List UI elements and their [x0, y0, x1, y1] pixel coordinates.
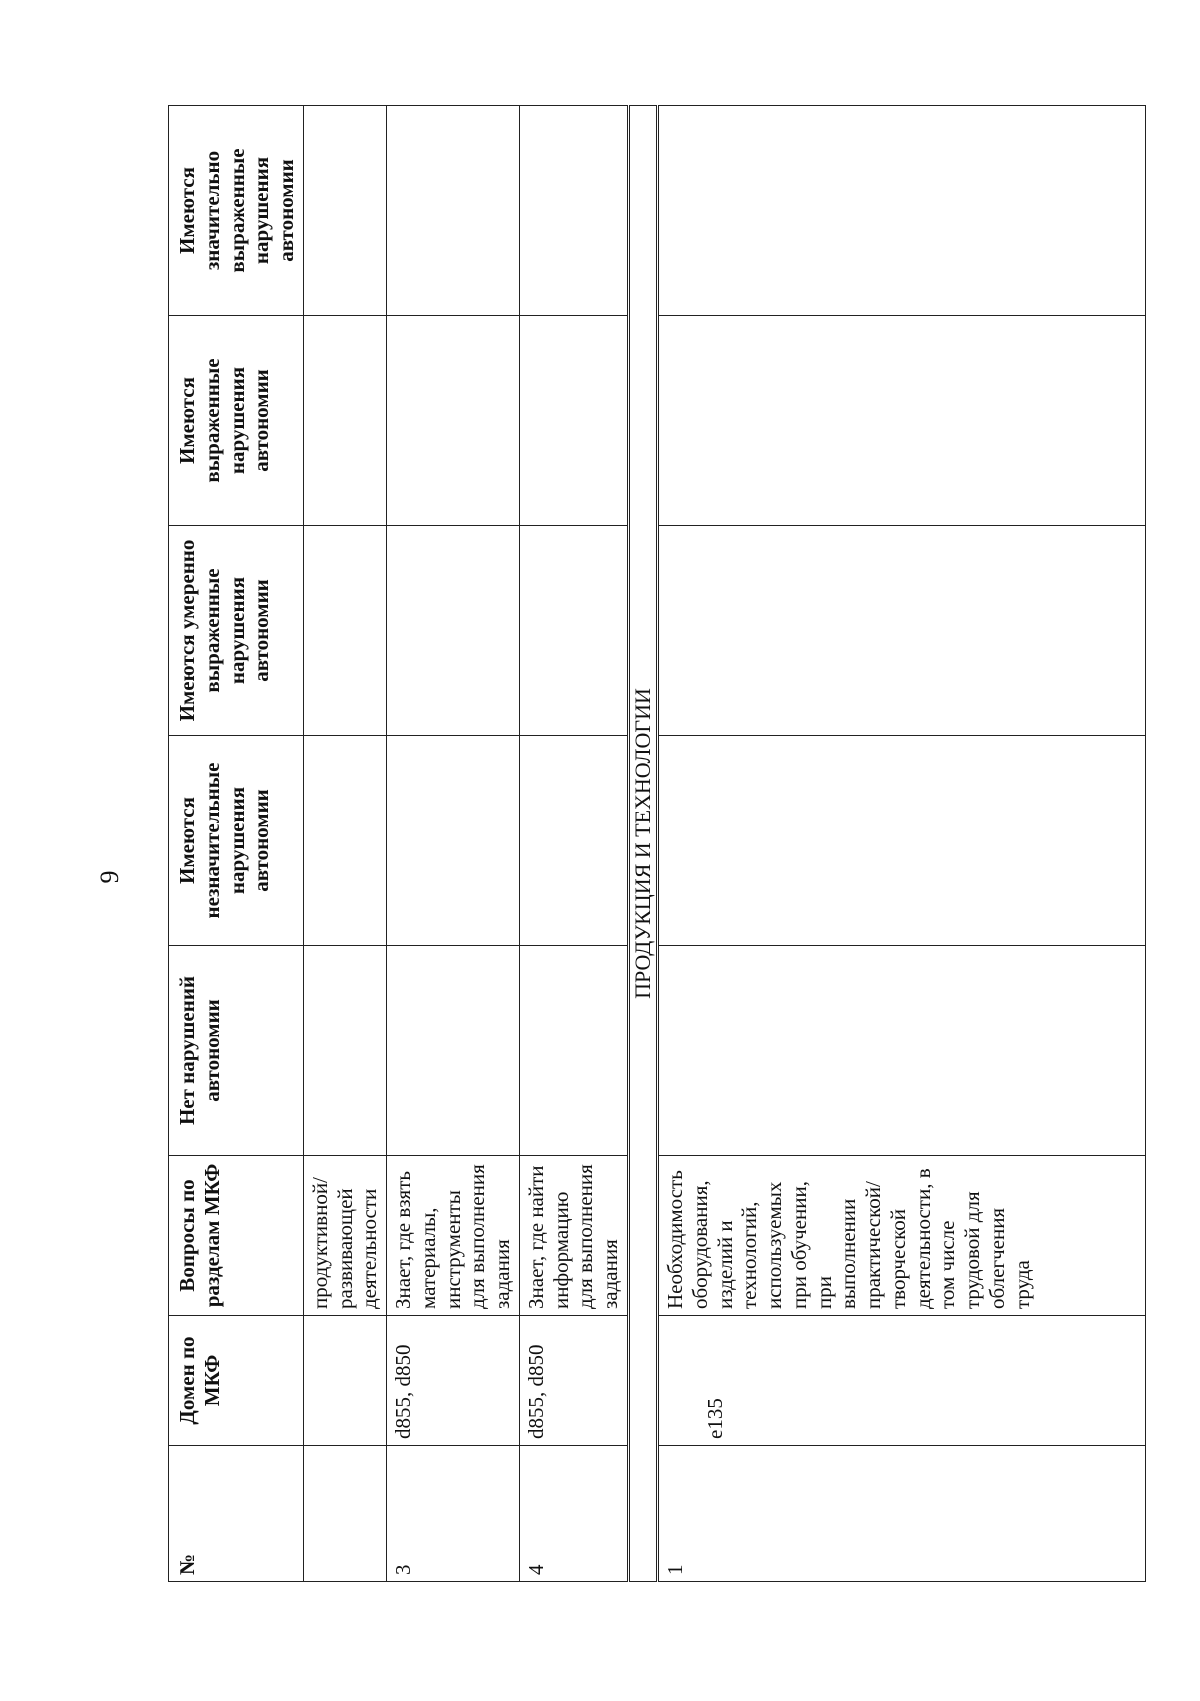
- assessment-table-sheet: [168, 106, 1097, 1582]
- table-row: [657, 106, 1145, 1582]
- section-title: ПРОДУКЦИЯ И ТЕХНОЛОГИИ: [629, 106, 658, 1582]
- rating-cell: [519, 946, 628, 1156]
- table-row: [387, 106, 520, 1582]
- row-domain: [303, 1316, 386, 1446]
- rating-cell: [519, 526, 628, 736]
- rating-cell: [303, 526, 386, 736]
- row-question: продуктивной/ развивающей деятельности: [303, 1156, 386, 1316]
- table-row: [303, 106, 386, 1582]
- rating-cell: [519, 736, 628, 946]
- rating-cell: [519, 106, 628, 316]
- rating-cell: [303, 316, 386, 526]
- rating-cell: [387, 316, 520, 526]
- rating-cell: [387, 946, 520, 1156]
- row-question: Знает, где найти информацию для выполнения задания: [519, 1156, 628, 1316]
- table-row: [519, 106, 628, 1582]
- rating-cell: [657, 736, 1145, 946]
- rating-cell: [303, 736, 386, 946]
- row-question: Знает, где взять материалы, инструменты для выполнения задания: [387, 1156, 520, 1316]
- header-row: [169, 106, 304, 1582]
- rating-cell: [519, 316, 628, 526]
- header-cell-moderate-impairment: Имеются умеренно выраженные нарушения автономии: [169, 526, 304, 736]
- header-cell-minor-impairment: Имеются незначительные нарушения автономии: [169, 736, 304, 946]
- rating-cell: [303, 106, 386, 316]
- row-question: Необходимость оборудования, изделий и технологий, используемых при обучении, при выполнении практической/ творческой деятельности, в том числе трудовой для облегчения труда: [657, 1156, 1145, 1316]
- rating-cell: [387, 106, 520, 316]
- header-cell-very-severe-impairment: Имеются значительно выраженные нарушения автономии: [169, 106, 304, 316]
- row-number: 4: [519, 1446, 628, 1582]
- row-number: 1: [657, 1446, 1145, 1582]
- row-domain: d855, d850: [519, 1316, 628, 1446]
- page-number: 9: [95, 870, 124, 884]
- rating-cell: [657, 106, 1145, 316]
- row-domain: e135: [657, 1316, 1145, 1446]
- section-header-row: [629, 106, 658, 1582]
- assessment-table: [168, 105, 1146, 1582]
- header-cell-no-impairment: Нет нарушений автономии: [169, 946, 304, 1156]
- header-cell-questions: Вопросы по разделам МКФ: [169, 1156, 304, 1316]
- rating-cell: [657, 316, 1145, 526]
- row-number: 3: [387, 1446, 520, 1582]
- rating-cell: [657, 526, 1145, 736]
- rating-cell: [387, 526, 520, 736]
- header-cell-severe-impairment: Имеются выраженные нарушения автономии: [169, 316, 304, 526]
- row-number: [303, 1446, 386, 1582]
- rating-cell: [657, 946, 1145, 1156]
- header-cell-domain: Домен по МКФ: [169, 1316, 304, 1446]
- header-cell-number: №: [169, 1446, 304, 1582]
- row-domain: d855, d850: [387, 1316, 520, 1446]
- rating-cell: [387, 736, 520, 946]
- rating-cell: [303, 946, 386, 1156]
